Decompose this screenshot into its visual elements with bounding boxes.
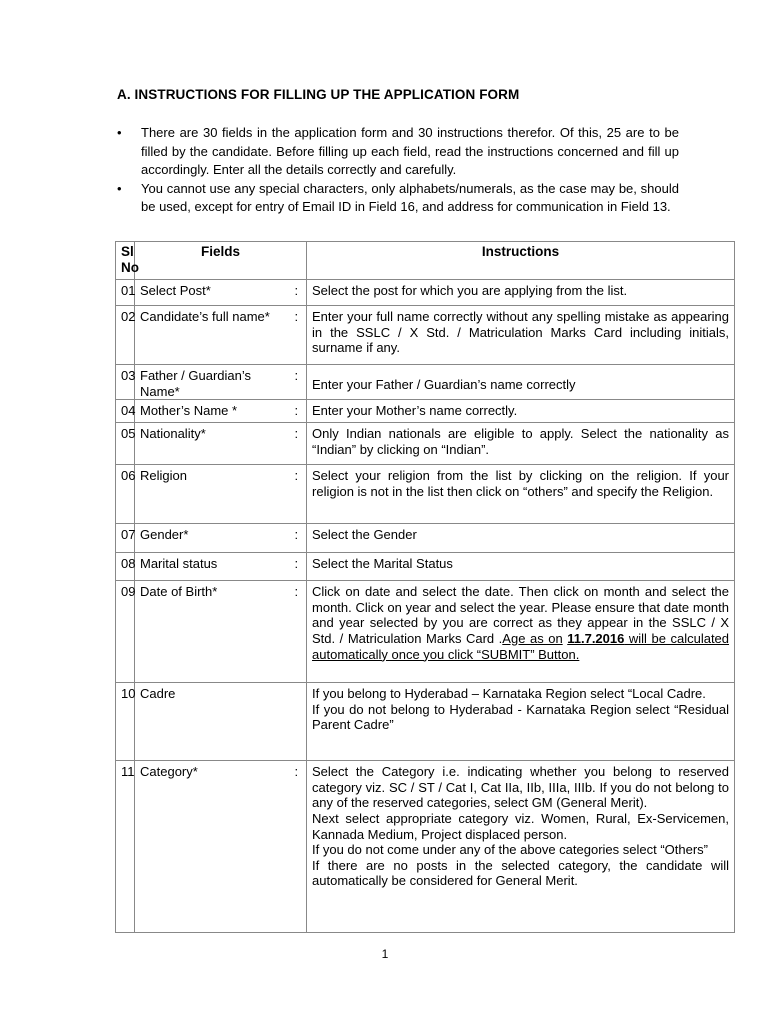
dob-instruction-text: Click on date and select the date. Then click on month and select the month. Click on year and select the year. Please ensure that date month and year selected by you are correct as they appear in the SSLC / X Std. / Matriculation Marks Card . xyxy=(312,584,730,646)
bullet-item xyxy=(117,180,679,217)
dob-reference-date: 11.7.2016 xyxy=(567,630,625,646)
row-colon: : xyxy=(287,553,307,581)
header-instructions: Instructions xyxy=(307,242,735,280)
row-sl: 03 xyxy=(116,365,135,400)
table-row xyxy=(116,306,735,365)
row-colon: : xyxy=(287,365,307,400)
cadre-line: If you do not belong to Hyderabad - Karnataka Region select “Residual Parent Cadre” xyxy=(312,701,730,733)
row-colon: : xyxy=(287,581,307,683)
table-row xyxy=(116,400,735,423)
row-colon xyxy=(287,683,307,761)
bullet-item xyxy=(117,124,679,180)
row-colon: : xyxy=(287,306,307,365)
intro-bullets xyxy=(117,124,679,217)
row-colon: : xyxy=(287,465,307,524)
category-line: If there are no posts in the selected category, the candidate will automatically be considered for General Merit. xyxy=(312,857,730,889)
row-instruction: Select the Marital Status xyxy=(307,553,735,581)
table-row xyxy=(116,553,735,581)
table-row xyxy=(116,683,735,761)
page-number: 1 xyxy=(381,947,389,961)
table-row xyxy=(116,581,735,683)
row-field: Marital status xyxy=(135,553,287,581)
table-row xyxy=(116,761,735,933)
row-colon: : xyxy=(287,761,307,933)
bullet-icon: • xyxy=(117,180,122,196)
row-field: Candidate’s full name* xyxy=(135,306,287,365)
row-field: Mother’s Name * xyxy=(135,400,287,423)
instructions-table xyxy=(115,241,735,933)
row-sl: 07 xyxy=(116,524,135,553)
row-field: Date of Birth* xyxy=(135,581,287,683)
dob-calculated-note: will be calculated automatically once you click “SUBMIT” Button. xyxy=(312,630,730,662)
row-instruction: Select the post for which you are applying from the list. xyxy=(307,280,735,306)
table-row xyxy=(116,280,735,306)
row-instruction xyxy=(307,581,735,683)
row-colon: : xyxy=(287,423,307,465)
cadre-line: If you belong to Hyderabad – Karnataka Region select “Local Cadre. xyxy=(312,686,706,702)
row-field: Select Post* xyxy=(135,280,287,306)
category-line: Next select appropriate category viz. Women, Rural, Ex-Servicemen, Kannada Medium, Project displaced person. xyxy=(312,810,730,842)
header-sl-no: Sl No xyxy=(116,242,135,280)
row-field: Cadre xyxy=(135,683,287,761)
table-row xyxy=(116,524,735,553)
row-field: Religion xyxy=(135,465,287,524)
row-sl: 01 xyxy=(116,280,135,306)
row-instruction: Enter your Mother’s name correctly. xyxy=(307,400,735,423)
row-colon: : xyxy=(287,400,307,423)
row-field: Category* xyxy=(135,761,287,933)
bullet-text: There are 30 fields in the application form and 30 instructions therefor. Of this, 25 are to be filled by the candidate. Before filling up each field, read the instructions concerned and fill up accordingly. Enter all the details correctly and carefully. xyxy=(141,125,679,177)
row-instruction: Select your religion from the list by clicking on the religion. If your religion is not in the list then click on “others” and specify the Religion. xyxy=(307,465,735,524)
row-field: Father / Guardian’s Name* xyxy=(135,365,287,400)
row-colon: : xyxy=(287,280,307,306)
row-sl: 11 xyxy=(116,761,135,933)
category-line: If you do not come under any of the above categories select “Others” xyxy=(312,842,709,858)
row-instruction: Only Indian nationals are eligible to apply. Select the nationality as “Indian” by clicking on “Indian”. xyxy=(307,423,735,465)
table-header-row xyxy=(116,242,735,280)
page-heading: A. INSTRUCTIONS FOR FILLING UP THE APPLICATION FORM xyxy=(117,87,520,102)
row-field: Nationality* xyxy=(135,423,287,465)
bullet-text: You cannot use any special characters, only alphabets/numerals, as the case may be, should be used, except for entry of Email ID in Field 16, and address for communication in Field 13. xyxy=(141,180,679,214)
row-sl: 08 xyxy=(116,553,135,581)
category-line: Select the Category i.e. indicating whether you belong to reserved category viz. SC / ST / Cat I, Cat IIa, IIb, IIIa, IIIb. If you do not belong to any of the reserved categories, select GM (General Merit). xyxy=(312,764,730,811)
bullet-icon: • xyxy=(117,125,122,140)
header-fields: Fields xyxy=(135,242,307,280)
row-instruction: Enter your full name correctly without any spelling mistake as appearing in the SSLC / X Std. / Matriculation Marks Card including initials, surname if any. xyxy=(307,306,735,365)
table-row xyxy=(116,423,735,465)
table-row xyxy=(116,365,735,400)
row-instruction xyxy=(307,683,735,761)
row-instruction xyxy=(307,761,735,933)
row-instruction: Select the Gender xyxy=(307,524,735,553)
row-colon: : xyxy=(287,524,307,553)
row-instruction: Enter your Father / Guardian’s name correctly xyxy=(307,365,735,400)
row-field: Gender* xyxy=(135,524,287,553)
table-row xyxy=(116,465,735,524)
row-sl: 09 xyxy=(116,581,135,683)
row-sl: 06 xyxy=(116,465,135,524)
dob-age-as-on: Age as on xyxy=(502,630,563,646)
row-sl: 10 xyxy=(116,683,135,761)
row-sl: 02 xyxy=(116,306,135,365)
row-sl: 05 xyxy=(116,423,135,465)
row-sl: 04 xyxy=(116,400,135,423)
